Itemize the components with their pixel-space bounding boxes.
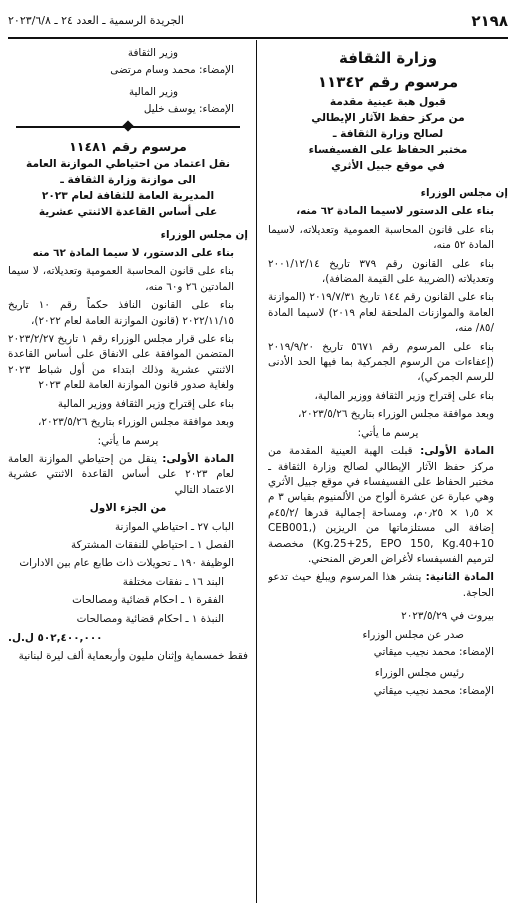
decree-subject (268, 94, 508, 174)
article-2 (268, 570, 508, 601)
article-1 (8, 452, 248, 498)
preamble-item: بناء على المرسوم رقم ٥٦٧١ تاريخ ٢٠١٩/٩/٢٠ (إعفاءات من الرسوم الجمركية بما فيها الحد الأدنى للرسم الجمركي)، (268, 340, 494, 384)
preamble-item: بناء على القانون رقم ٣٧٩ تاريخ ٢٠٠١/١٢/١٤ وتعديلاته (الضريبة على القيمة المضافة)، (268, 257, 494, 286)
budget-line: النبذة ١ ـ احكام قضائية ومصالحات (76, 612, 224, 625)
gazette-title: الجريدة الرسمية ـ العدد ٢٤ ـ ٢٠٢٣/٦/٨ (8, 14, 184, 27)
header-rule (8, 37, 508, 39)
issued-by: صدر عن مجلس الوزراء (362, 628, 464, 641)
subject-line: المديرية العامة للثقافة لعام ٢٠٢٣ (41, 189, 215, 202)
article-text: قبلت الهبة العينية المقدمة من مركز حفظ الآثار الإيطالي لصالح وزارة الثقافة ـ مختبر الحفاظ على الفسيفساء في موقع جبيل الأثري وهي عبارة عن عشرة ألواح من الألمنيوم بقياس ٣ م × ١٫٥ × ٠٫٢٥م، ومساحة إجمالية قدرها /٤٥/٢م إضافة الى مستلزماتها من الريزين (CEB001, Kg.25+25, EPO 150, Kg.40+10) مخصصة لترميم الفسيفساء لأغراض العرض المنحني. (268, 445, 495, 565)
budget-line: الوظيفة ١٩٠ ـ تحويلات ذات طابع عام بين الادارات (19, 557, 234, 570)
subject-line: على أساس القاعدة الاثنتي عشرية (38, 205, 218, 218)
preamble-item: بناء على القانون النافذ حكماً رقم ١٠ تاريخ ٢٠٢٢/١١/١٥ (قانون الموازنة العامة لعام ٢٠٢٢)، (8, 299, 234, 327)
signature: الإمضاء: محمد نجيب ميقاتي (373, 645, 494, 658)
part-heading: من الجزء الاول (89, 502, 167, 515)
subject-line: في موقع جبيل الأثري (331, 160, 445, 172)
preamble-item: بناء على القانون رقم ١٤٤ تاريخ ٢٠١٩/٧/٣١ (الموازنة العامة والموازنات الملحقة لعام ٢٠١٩) لاسيما المادة /٨٥/ منه، (268, 291, 495, 335)
place-date: بيروت في ٢٠٢٣/٥/٢٩ (401, 610, 494, 623)
subject-line: مختبر الحفاظ على الفسيفساء (308, 144, 468, 156)
subject-line: نقل اعتماد من احتياطي الموازنة العامة (26, 157, 230, 170)
section-separator (8, 122, 248, 132)
subject-line: الى موازنة وزارة الثقافة ـ (60, 173, 196, 186)
right-column (268, 42, 508, 903)
preamble-item: بناء على إقتراح وزير الثقافة ووزير المالية، (314, 389, 494, 402)
signature: الإمضاء: محمد نجيب ميقاتي (373, 684, 494, 697)
preamble-item: وبعد موافقة مجلس الوزراء بتاريخ ٢٠٢٣/٥/٢٦، (298, 408, 494, 421)
signature: الإمضاء: محمد وسام مرتضى (110, 64, 234, 77)
decree-subject (8, 156, 248, 220)
subject-line: لصالح وزارة الثقافة ـ (332, 128, 444, 140)
council-heading: إن مجلس الوزراء (420, 187, 508, 199)
article-label: المادة الثانية: (425, 571, 494, 584)
article-text: ينقل من إحتياطي الموازنة العامة لعام ٢٠٢٣ على أساس القاعدة الاثنتي عشرية الاعتماد التالي (8, 452, 234, 496)
budget-line: الباب ٢٧ ـ احتياطي الموازنة (114, 520, 234, 533)
budget-line: البند ١٦ ـ نفقات مختلفة (122, 575, 224, 588)
ministry-heading: وزارة الثقافة (338, 49, 438, 67)
column-divider (256, 40, 257, 903)
preamble-item: بناء على قانون المحاسبة العمومية وتعديلاته، لا سيما المادتين ٢٦ و٦٠ منه، (8, 265, 234, 293)
minister-title: وزير الثقافة (127, 47, 178, 59)
signature: الإمضاء: يوسف خليل (143, 103, 234, 116)
page-header (8, 10, 508, 36)
council-heading: إن مجلس الوزراء (160, 228, 248, 241)
preamble-item: بناء على الدستور، لا سيما المادة ٦٢ منه (32, 247, 234, 260)
pm-title: رئيس مجلس الوزراء (374, 667, 464, 680)
decree-number: مرسوم رقم ١١٤٨١ (69, 138, 187, 154)
article-text: ينشر هذا المرسوم ويبلغ حيث تدعو الحاجة. (268, 571, 494, 599)
preamble-item: وبعد موافقة مجلس الوزراء بتاريخ ٢٠٢٣/٥/٢٦، (38, 416, 234, 429)
preamble-item: بناء على قانون المحاسبة العمومية وتعديلاته، لاسيما المادة ٥٢ منه، (268, 223, 494, 252)
budget-line: الفصل ١ ـ احتياطي للنفقات المشتركة (71, 538, 234, 551)
preamble-item: بناء على الدستور لاسيما المادة ٦٢ منه، (296, 205, 494, 218)
total-amount: ٥٠٢,٤٠٠,٠٠٠ ل.ل. (8, 631, 103, 644)
left-column (8, 42, 248, 903)
subject-line: من مركز حفظ الآثار الإيطالي (311, 112, 465, 124)
decree-number: مرسوم رقم ١١٣٤٢ (317, 73, 459, 91)
total-in-words: فقط خمسماية وإثنان مليون وأربعماية ألف ليرة لبنانية (18, 650, 248, 663)
budget-line: الفقرة ١ ـ احكام قضائية ومصالحات (72, 594, 224, 607)
article-label: المادة الأولى: (420, 445, 495, 458)
decrees-heading: يرسم ما يأتي: (357, 426, 419, 439)
article-label: المادة الأولى: (162, 452, 235, 465)
preamble-item: بناء على إقتراح وزير الثقافة ووزير المالية (57, 397, 234, 410)
decrees-heading: يرسم ما يأتي: (97, 434, 159, 447)
article-1 (268, 444, 508, 567)
minister-title: وزير المالية (128, 85, 178, 98)
page-number: ٢١٩٨ (471, 12, 508, 30)
subject-line: قبول هبة عينية مقدمة (329, 96, 447, 108)
preamble-item: بناء على قرار مجلس الوزراء رقم ١ تاريخ ٢٠٢٣/٢/٢٧ المتضمن الموافقة على الانفاق على أساس القاعدة الاثنتي عشرية وذلك ابتداء من أول شباط ٢٠٢٣ ولغاية صدور قانون الموازنة العامة للعام ٢٠٢٣ (8, 333, 235, 392)
